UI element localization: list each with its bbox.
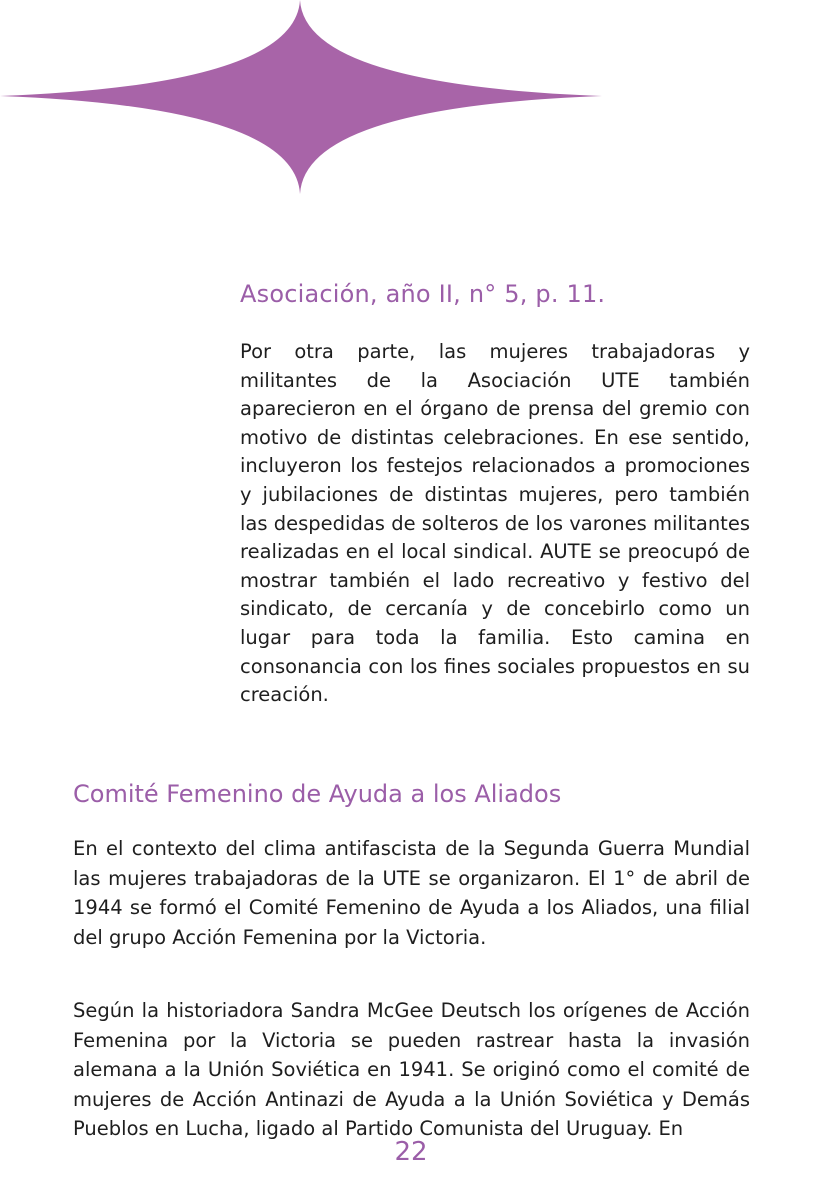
section-heading: Comité Femenino de Ayuda a los Aliados: [73, 780, 562, 808]
caption-text: Por otra parte, las mujeres trabajadoras y militantes de la Asociación UTE también aparecieron en el órgano de prensa del gremio con motivo de distintas celebraciones. En ese sentido, incluyeron los festejos relacionados a promociones y jubilaciones de distintas mujeres, pero también las despedidas de solteros de los varones militantes realizadas en el local sindical. AUTE se preocupó de mostrar también el lado recreativo y festivo del sindicato, de cercanía y de concebirlo como un lugar para toda la familia. Esto camina en consonancia con los fines sociales propuestos en su creación.: [240, 340, 750, 707]
page-number: 22: [394, 1137, 428, 1167]
four-point-star-icon: [0, 0, 610, 200]
body-paragraph: En el contexto del clima antifascista de la Segunda Guerra Mundial las mujeres trabajadoras de la UTE se organizaron. El 1° de abril de 1944 se formó el Comité Femenino de Ayuda a los Aliados, una filial del grupo Acción Femenina por la Victoria.: [73, 837, 750, 949]
body-paragraph: Según la historiadora Sandra McGee Deutsch los orígenes de Acción Femenina por la Victoria se pueden rastrear hasta la invasión alemana a la Unión Soviética en 1941. Se originó como el comité de mujeres de Acción Antinazi de Ayuda a la Unión Soviética y Demás Pueblos en Lucha, ligado al Partido Comunista del Uruguay. En: [73, 999, 750, 1141]
caption-title: Asociación, año II, n° 5, p. 11.: [240, 280, 606, 308]
